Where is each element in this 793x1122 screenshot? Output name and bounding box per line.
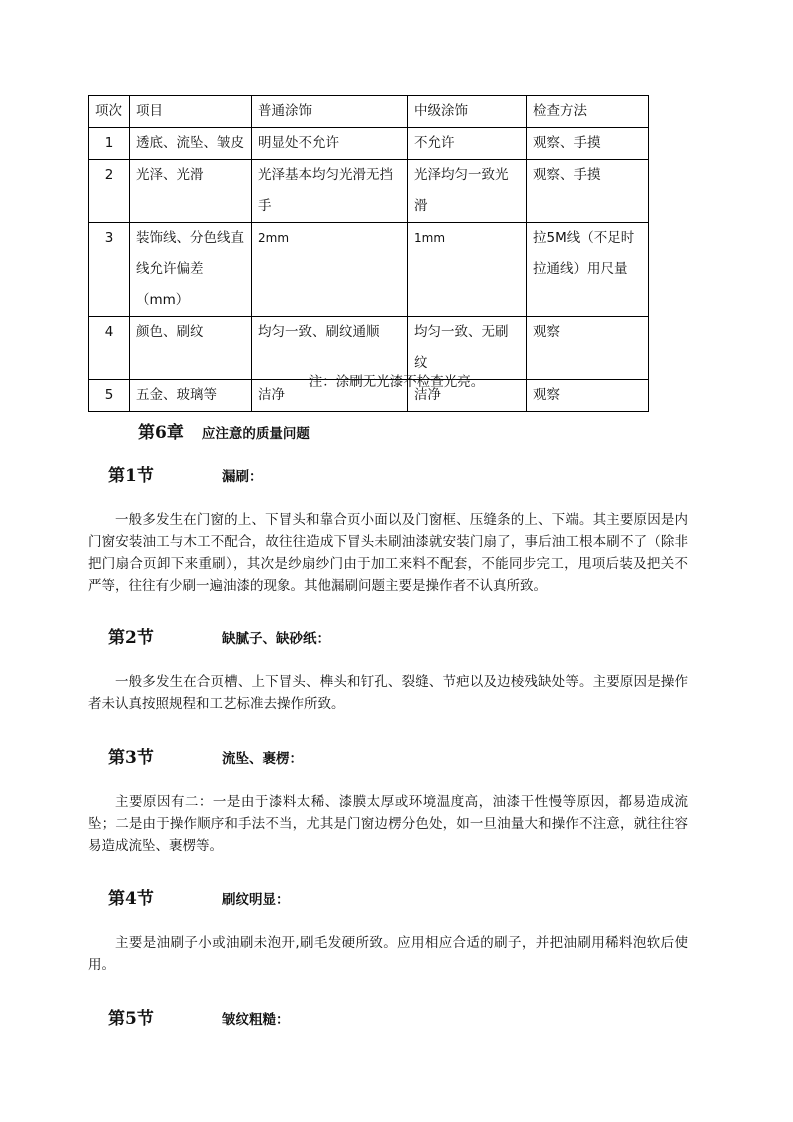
table-cell: 2 — [89, 160, 130, 223]
table-note: 注：涂刷无光漆不检查光亮。 — [308, 374, 485, 390]
table-header-row — [89, 96, 649, 128]
section-number: 第5节 — [108, 1009, 154, 1029]
table-cell: 洁净 — [408, 380, 527, 412]
table-cell: 明显处不允许 — [252, 128, 408, 160]
table-cell: 4 — [89, 317, 130, 380]
chapter-heading — [138, 418, 310, 443]
section-number: 第4节 — [108, 889, 154, 909]
table-cell: 均匀一致、刷纹通顺 — [252, 317, 408, 380]
table-cell: 5 — [89, 380, 130, 412]
section-paragraph: 主要原因有二：一是由于漆料太稀、漆膜太厚或环境温度高，油漆干性慢等原因，都易造成流坠；二是由于操作顺序和手法不当，尤其是门窗边楞分色处，如一旦油量大和操作不注意，就往往容易造成流坠、裹楞等。 — [88, 794, 688, 854]
table-header-cell: 项目 — [130, 96, 252, 128]
table-cell: 洁净 — [252, 380, 408, 412]
table-header-cell: 普通涂饰 — [252, 96, 408, 128]
section-paragraph: 主要是油刷子小或油刷未泡开,刷毛发硬所致。应用相应合适的刷子，并把油刷用稀料泡软后使用。 — [88, 935, 688, 973]
chapter-number: 第6章 — [138, 423, 184, 443]
table-cell: 光泽基本均匀光滑无挡手 — [252, 160, 408, 223]
chapter-title: 应注意的质量问题 — [201, 426, 310, 442]
section-heading — [108, 743, 303, 768]
table-cell: 不允许 — [408, 128, 527, 160]
table-row — [89, 223, 649, 317]
table-cell: 装饰线、分色线直线允许偏差（mm） — [130, 223, 252, 317]
section-title: 皱纹粗糙： — [222, 1012, 290, 1028]
section-paragraph: 一般多发生在门窗的上、下冒头和靠合页小面以及门窗框、压缝条的上、下端。其主要原因是内门窗安装油工与木工不配合，故往往造成下冒头未刷油漆就安装门扇了，事后油工根本刷不了（除非把门扇合页卸下来重刷），其次是纱扇纱门由于加工来料不配套，不能同步完工，甩项后装及把关不严等，往往有少刷一遍油漆的现象。其他漏刷问题主要是操作者不认真所致。 — [88, 512, 688, 594]
table-header-cell: 项次 — [89, 96, 130, 128]
table-cell: 2mm — [252, 223, 408, 317]
section-heading — [108, 623, 330, 648]
table-row — [89, 128, 649, 160]
table-cell: 光泽、光滑 — [130, 160, 252, 223]
table-cell: 光泽均匀一致光滑 — [408, 160, 527, 223]
inspection-table — [88, 95, 649, 412]
section-title: 漏刷： — [222, 469, 263, 485]
table-cell: 五金、玻璃等 — [130, 380, 252, 412]
table-cell: 1mm — [408, 223, 527, 317]
table-cell: 观察、手摸 — [527, 128, 649, 160]
table-cell: 1 — [89, 128, 130, 160]
section-paragraph: 一般多发生在合页槽、上下冒头、榫头和钉孔、裂缝、节疤以及边棱残缺处等。主要原因是操作者未认真按照规程和工艺标准去操作所致。 — [88, 674, 688, 712]
section-number: 第3节 — [108, 748, 154, 768]
table-cell: 3 — [89, 223, 130, 317]
section-number: 第2节 — [108, 628, 154, 648]
section-title: 流坠、裹楞： — [222, 751, 303, 767]
table-header-cell: 检查方法 — [527, 96, 649, 128]
section-heading — [108, 884, 290, 909]
section-number: 第1节 — [108, 466, 154, 486]
table-cell: 观察、手摸 — [527, 160, 649, 223]
section-heading — [108, 1004, 290, 1029]
section-title: 缺腻子、缺砂纸： — [222, 631, 330, 647]
section-heading — [108, 461, 263, 486]
table-cell: 透底、流坠、皱皮 — [130, 128, 252, 160]
section-title: 刷纹明显： — [222, 892, 290, 908]
table-cell: 均匀一致、无刷纹 — [408, 317, 527, 380]
table-cell: 观察 — [527, 317, 649, 380]
table-header-cell: 中级涂饰 — [408, 96, 527, 128]
table-row — [89, 160, 649, 223]
table-cell: 颜色、刷纹 — [130, 317, 252, 380]
table-cell: 观察 — [527, 380, 649, 412]
table-cell: 拉5M线（不足时拉通线）用尺量 — [527, 223, 649, 317]
